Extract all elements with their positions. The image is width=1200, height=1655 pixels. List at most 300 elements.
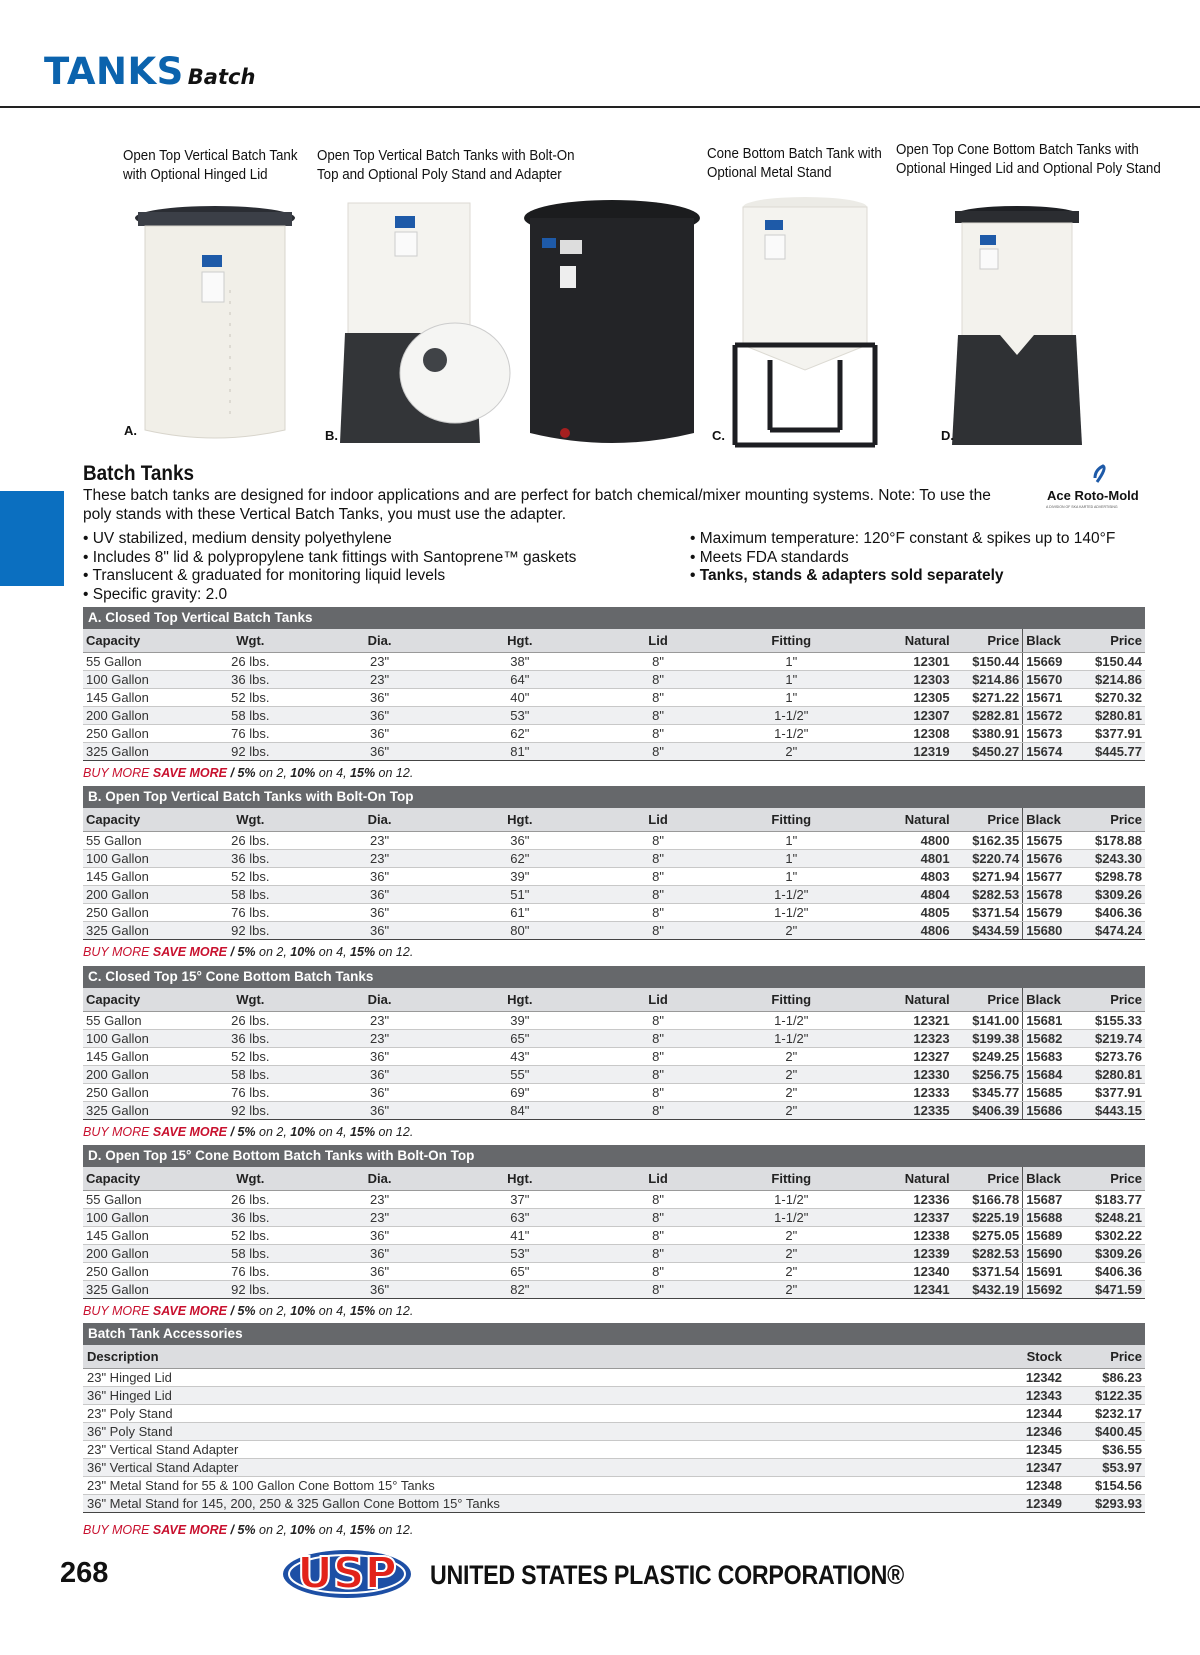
bullet-item: • Includes 8" lid & polypropylene tank fittings with Santoprene™ gaskets bbox=[83, 548, 577, 566]
cell-natural-stock: 12301 bbox=[856, 652, 952, 670]
cell-lid: 8" bbox=[590, 1029, 726, 1047]
cell-fitting: 1-1/2" bbox=[726, 724, 856, 742]
cell-lid: 8" bbox=[590, 1244, 726, 1262]
buy-more-sep: / bbox=[227, 766, 238, 780]
cell-black-price: $178.88 bbox=[1075, 831, 1145, 849]
cell-price: $86.23 bbox=[1065, 1368, 1145, 1386]
cell-diameter: 36" bbox=[309, 1244, 449, 1262]
buy-more-p3: 15% bbox=[350, 766, 376, 780]
cell-black-price: $302.22 bbox=[1075, 1226, 1145, 1244]
table-row bbox=[83, 1244, 1145, 1262]
col-capacity: Capacity bbox=[83, 1167, 191, 1190]
cell-natural-stock: 4803 bbox=[856, 867, 952, 885]
cell-stock: 12342 bbox=[985, 1368, 1065, 1386]
cell-weight: 58 lbs. bbox=[191, 706, 309, 724]
col-lid: Lid bbox=[590, 988, 726, 1011]
cell-description: 23" Hinged Lid bbox=[83, 1368, 985, 1386]
cell-natural-stock: 12303 bbox=[856, 670, 952, 688]
col-lid: Lid bbox=[590, 629, 726, 652]
cell-fitting: 2" bbox=[726, 1244, 856, 1262]
buy-more-t1: on 2, bbox=[255, 1125, 291, 1139]
cell-lid: 8" bbox=[590, 670, 726, 688]
table-row bbox=[83, 921, 1145, 939]
cell-black-price: $443.15 bbox=[1075, 1101, 1145, 1119]
cell-stock: 12344 bbox=[985, 1404, 1065, 1422]
cell-capacity: 100 Gallon bbox=[83, 1029, 191, 1047]
cell-fitting: 1" bbox=[726, 688, 856, 706]
product-image-c-stand bbox=[730, 195, 880, 450]
cell-natural-price: $275.05 bbox=[953, 1226, 1023, 1244]
cell-diameter: 23" bbox=[309, 652, 449, 670]
cell-black-stock: 15688 bbox=[1023, 1208, 1075, 1226]
buy-more-note bbox=[83, 945, 413, 959]
cell-black-stock: 15690 bbox=[1023, 1244, 1075, 1262]
cell-height: 84" bbox=[450, 1101, 590, 1119]
cell-black-price: $377.91 bbox=[1075, 724, 1145, 742]
caption-line: Open Top Cone Bottom Batch Tanks with bbox=[896, 142, 1139, 158]
cell-fitting: 1" bbox=[726, 849, 856, 867]
cell-black-stock: 15677 bbox=[1023, 867, 1075, 885]
cell-height: 63" bbox=[450, 1208, 590, 1226]
cell-natural-price: $371.54 bbox=[953, 1262, 1023, 1280]
cell-black-stock: 15691 bbox=[1023, 1262, 1075, 1280]
cell-black-stock: 15684 bbox=[1023, 1065, 1075, 1083]
cell-natural-stock: 12341 bbox=[856, 1280, 952, 1298]
cell-height: 53" bbox=[450, 1244, 590, 1262]
col-capacity: Capacity bbox=[83, 988, 191, 1011]
cell-stock: 12347 bbox=[985, 1458, 1065, 1476]
col-diameter: Dia. bbox=[309, 988, 449, 1011]
buy-more-lead: BUY MORE bbox=[83, 766, 153, 780]
cell-height: 53" bbox=[450, 706, 590, 724]
product-image-d bbox=[950, 205, 1085, 450]
cell-black-stock: 15675 bbox=[1023, 831, 1075, 849]
cell-lid: 8" bbox=[590, 1208, 726, 1226]
cell-diameter: 23" bbox=[309, 1029, 449, 1047]
buy-more-note bbox=[83, 1125, 413, 1139]
cell-black-price: $248.21 bbox=[1075, 1208, 1145, 1226]
cell-diameter: 36" bbox=[309, 1280, 449, 1298]
bullets-right bbox=[690, 530, 1115, 586]
cell-natural-stock: 12305 bbox=[856, 688, 952, 706]
cell-natural-price: $282.53 bbox=[953, 885, 1023, 903]
buy-more-save: SAVE MORE bbox=[152, 1304, 228, 1318]
cell-capacity: 55 Gallon bbox=[83, 1190, 191, 1208]
cell-lid: 8" bbox=[590, 1226, 726, 1244]
col-lid: Lid bbox=[590, 1167, 726, 1190]
table-header-row bbox=[83, 629, 1145, 652]
cell-natural-stock: 12323 bbox=[856, 1029, 952, 1047]
cell-fitting: 1" bbox=[726, 831, 856, 849]
cell-natural-price: $271.94 bbox=[953, 867, 1023, 885]
cell-height: 61" bbox=[450, 903, 590, 921]
cell-capacity: 55 Gallon bbox=[83, 831, 191, 849]
table-row bbox=[83, 1083, 1145, 1101]
product-table bbox=[83, 1167, 1145, 1299]
cell-capacity: 145 Gallon bbox=[83, 867, 191, 885]
cell-natural-stock: 12338 bbox=[856, 1226, 952, 1244]
cell-lid: 8" bbox=[590, 1083, 726, 1101]
cell-stock: 12349 bbox=[985, 1494, 1065, 1512]
table-row bbox=[83, 1404, 1145, 1422]
cell-weight: 36 lbs. bbox=[191, 1029, 309, 1047]
cell-weight: 76 lbs. bbox=[191, 903, 309, 921]
cell-natural-stock: 4806 bbox=[856, 921, 952, 939]
cell-black-price: $219.74 bbox=[1075, 1029, 1145, 1047]
cell-fitting: 1" bbox=[726, 652, 856, 670]
page-number: 268 bbox=[60, 1557, 109, 1589]
col-natural-stock: Natural bbox=[856, 988, 952, 1011]
cell-price: $293.93 bbox=[1065, 1494, 1145, 1512]
table-row bbox=[83, 1065, 1145, 1083]
cell-lid: 8" bbox=[590, 1011, 726, 1029]
section-title: B. Open Top Vertical Batch Tanks with Bolt-On Top bbox=[83, 786, 1145, 808]
cell-natural-price: $406.39 bbox=[953, 1101, 1023, 1119]
cell-diameter: 36" bbox=[309, 903, 449, 921]
cell-lid: 8" bbox=[590, 903, 726, 921]
col-black-stock: Black bbox=[1023, 988, 1075, 1011]
cell-weight: 92 lbs. bbox=[191, 1280, 309, 1298]
col-natural-price: Price bbox=[953, 808, 1023, 831]
cell-height: 38" bbox=[450, 652, 590, 670]
cell-natural-stock: 12340 bbox=[856, 1262, 952, 1280]
cell-weight: 26 lbs. bbox=[191, 1011, 309, 1029]
cell-fitting: 2" bbox=[726, 1101, 856, 1119]
table-row bbox=[83, 652, 1145, 670]
cell-natural-price: $220.74 bbox=[953, 849, 1023, 867]
section-title: A. Closed Top Vertical Batch Tanks bbox=[83, 607, 1145, 629]
table-header-row bbox=[83, 988, 1145, 1011]
cell-black-stock: 15680 bbox=[1023, 921, 1075, 939]
cell-diameter: 36" bbox=[309, 1262, 449, 1280]
cell-description: 36" Metal Stand for 145, 200, 250 & 325 Gallon Cone Bottom 15° Tanks bbox=[83, 1494, 985, 1512]
table-row bbox=[83, 742, 1145, 760]
cell-black-price: $298.78 bbox=[1075, 867, 1145, 885]
cell-natural-price: $271.22 bbox=[953, 688, 1023, 706]
bullet-item: • Specific gravity: 2.0 bbox=[83, 585, 228, 603]
cell-price: $400.45 bbox=[1065, 1422, 1145, 1440]
cell-diameter: 36" bbox=[309, 742, 449, 760]
product-image-a bbox=[130, 200, 300, 450]
cell-weight: 58 lbs. bbox=[191, 1065, 309, 1083]
product-table bbox=[83, 988, 1145, 1120]
cell-stock: 12346 bbox=[985, 1422, 1065, 1440]
col-natural-price: Price bbox=[953, 629, 1023, 652]
cell-natural-price: $199.38 bbox=[953, 1029, 1023, 1047]
cell-black-stock: 15671 bbox=[1023, 688, 1075, 706]
buy-more-p3: 15% bbox=[350, 1125, 376, 1139]
col-black-price: Price bbox=[1075, 629, 1145, 652]
cell-natural-stock: 4800 bbox=[856, 831, 952, 849]
cell-diameter: 36" bbox=[309, 724, 449, 742]
cell-lid: 8" bbox=[590, 724, 726, 742]
cell-description: 36" Poly Stand bbox=[83, 1422, 985, 1440]
cell-natural-stock: 12308 bbox=[856, 724, 952, 742]
cell-black-stock: 15673 bbox=[1023, 724, 1075, 742]
accessories-section bbox=[83, 1323, 1145, 1513]
cell-fitting: 2" bbox=[726, 1083, 856, 1101]
cell-natural-price: $434.59 bbox=[953, 921, 1023, 939]
cell-natural-price: $225.19 bbox=[953, 1208, 1023, 1226]
cell-fitting: 2" bbox=[726, 1047, 856, 1065]
cell-diameter: 36" bbox=[309, 688, 449, 706]
section-title: C. Closed Top 15° Cone Bottom Batch Tanks bbox=[83, 966, 1145, 988]
section-title: D. Open Top 15° Cone Bottom Batch Tanks with Bolt-On Top bbox=[83, 1145, 1145, 1167]
cell-weight: 52 lbs. bbox=[191, 688, 309, 706]
usp-logo bbox=[280, 1538, 415, 1604]
col-diameter: Dia. bbox=[309, 808, 449, 831]
buy-more-save: SAVE MORE bbox=[152, 1125, 228, 1139]
bullet-item: • Meets FDA standards bbox=[690, 548, 849, 566]
cell-capacity: 55 Gallon bbox=[83, 652, 191, 670]
buy-more-save: SAVE MORE bbox=[152, 766, 228, 780]
cell-black-price: $309.26 bbox=[1075, 1244, 1145, 1262]
buy-more-t3: on 12. bbox=[375, 1125, 414, 1139]
cell-black-price: $406.36 bbox=[1075, 903, 1145, 921]
cell-black-price: $406.36 bbox=[1075, 1262, 1145, 1280]
col-natural-stock: Natural bbox=[856, 629, 952, 652]
col-natural-price: Price bbox=[953, 1167, 1023, 1190]
table-header-row bbox=[83, 808, 1145, 831]
cell-capacity: 145 Gallon bbox=[83, 1226, 191, 1244]
buy-more-p1: 5% bbox=[237, 945, 256, 959]
cell-black-price: $377.91 bbox=[1075, 1083, 1145, 1101]
caption-b bbox=[317, 147, 575, 185]
product-table bbox=[83, 629, 1145, 761]
cell-natural-price: $450.27 bbox=[953, 742, 1023, 760]
col-weight: Wgt. bbox=[191, 988, 309, 1011]
cell-black-stock: 15687 bbox=[1023, 1190, 1075, 1208]
cell-black-price: $280.81 bbox=[1075, 706, 1145, 724]
cell-black-stock: 15676 bbox=[1023, 849, 1075, 867]
cell-black-price: $243.30 bbox=[1075, 849, 1145, 867]
cell-diameter: 36" bbox=[309, 1083, 449, 1101]
caption-line: Open Top Vertical Batch Tank bbox=[123, 148, 298, 164]
cell-height: 37" bbox=[450, 1190, 590, 1208]
col-natural-stock: Natural bbox=[856, 1167, 952, 1190]
cell-weight: 76 lbs. bbox=[191, 724, 309, 742]
side-tab bbox=[0, 491, 64, 586]
cell-capacity: 55 Gallon bbox=[83, 1011, 191, 1029]
cell-height: 65" bbox=[450, 1029, 590, 1047]
cell-weight: 36 lbs. bbox=[191, 1208, 309, 1226]
buy-more-p1: 5% bbox=[237, 1304, 256, 1318]
cell-diameter: 36" bbox=[309, 1065, 449, 1083]
cell-lid: 8" bbox=[590, 652, 726, 670]
cell-weight: 36 lbs. bbox=[191, 849, 309, 867]
cell-weight: 26 lbs. bbox=[191, 1190, 309, 1208]
buy-more-t1: on 2, bbox=[255, 1523, 291, 1537]
table-row bbox=[83, 885, 1145, 903]
cell-capacity: 145 Gallon bbox=[83, 688, 191, 706]
table-row bbox=[83, 688, 1145, 706]
col-black-price: Price bbox=[1075, 808, 1145, 831]
buy-more-save: SAVE MORE bbox=[152, 945, 228, 959]
buy-more-note bbox=[83, 1523, 413, 1537]
cell-capacity: 200 Gallon bbox=[83, 1065, 191, 1083]
product-section bbox=[83, 607, 1145, 761]
table-row bbox=[83, 706, 1145, 724]
cell-capacity: 250 Gallon bbox=[83, 724, 191, 742]
cell-height: 81" bbox=[450, 742, 590, 760]
cell-lid: 8" bbox=[590, 706, 726, 724]
cell-natural-stock: 4805 bbox=[856, 903, 952, 921]
cell-lid: 8" bbox=[590, 1262, 726, 1280]
cell-fitting: 1-1/2" bbox=[726, 706, 856, 724]
table-row bbox=[83, 831, 1145, 849]
buy-more-t1: on 2, bbox=[255, 945, 291, 959]
cell-height: 69" bbox=[450, 1083, 590, 1101]
cell-weight: 26 lbs. bbox=[191, 831, 309, 849]
cell-fitting: 1-1/2" bbox=[726, 1029, 856, 1047]
cell-description: 23" Vertical Stand Adapter bbox=[83, 1440, 985, 1458]
col-weight: Wgt. bbox=[191, 1167, 309, 1190]
cell-height: 82" bbox=[450, 1280, 590, 1298]
cell-diameter: 36" bbox=[309, 1047, 449, 1065]
cell-black-price: $150.44 bbox=[1075, 652, 1145, 670]
cell-diameter: 23" bbox=[309, 1011, 449, 1029]
table-row bbox=[83, 1226, 1145, 1244]
cell-diameter: 36" bbox=[309, 885, 449, 903]
product-letter-c: C. bbox=[712, 428, 725, 443]
table-row bbox=[83, 1029, 1145, 1047]
table-row bbox=[83, 1368, 1145, 1386]
buy-more-p2: 10% bbox=[290, 945, 316, 959]
col-capacity: Capacity bbox=[83, 808, 191, 831]
table-header-row bbox=[83, 1167, 1145, 1190]
table-row bbox=[83, 1047, 1145, 1065]
cell-fitting: 2" bbox=[726, 1262, 856, 1280]
cell-black-stock: 15672 bbox=[1023, 706, 1075, 724]
table-row bbox=[83, 867, 1145, 885]
cell-black-price: $270.32 bbox=[1075, 688, 1145, 706]
col-black-stock: Black bbox=[1023, 1167, 1075, 1190]
col-natural-stock: Natural bbox=[856, 808, 952, 831]
cell-natural-price: $141.00 bbox=[953, 1011, 1023, 1029]
cell-description: 23" Metal Stand for 55 & 100 Gallon Cone Bottom 15° Tanks bbox=[83, 1476, 985, 1494]
cell-diameter: 23" bbox=[309, 849, 449, 867]
col-height: Hgt. bbox=[450, 629, 590, 652]
cell-price: $53.97 bbox=[1065, 1458, 1145, 1476]
cell-fitting: 1-1/2" bbox=[726, 903, 856, 921]
product-image-c bbox=[520, 198, 705, 453]
cell-fitting: 2" bbox=[726, 921, 856, 939]
col-height: Hgt. bbox=[450, 1167, 590, 1190]
cell-black-stock: 15679 bbox=[1023, 903, 1075, 921]
cell-price: $154.56 bbox=[1065, 1476, 1145, 1494]
caption-line: Open Top Vertical Batch Tanks with Bolt-On bbox=[317, 148, 575, 164]
buy-more-p1: 5% bbox=[237, 1125, 256, 1139]
cell-lid: 8" bbox=[590, 1190, 726, 1208]
cell-black-price: $474.24 bbox=[1075, 921, 1145, 939]
table-row bbox=[83, 1440, 1145, 1458]
buy-more-t1: on 2, bbox=[255, 766, 291, 780]
buy-more-lead: BUY MORE bbox=[83, 1125, 153, 1139]
cell-diameter: 23" bbox=[309, 1208, 449, 1226]
bullets-left bbox=[83, 530, 576, 604]
cell-natural-price: $256.75 bbox=[953, 1065, 1023, 1083]
buy-more-note bbox=[83, 766, 413, 780]
col-weight: Wgt. bbox=[191, 808, 309, 831]
bullet-item: • Maximum temperature: 120°F constant & spikes up to 140°F bbox=[690, 530, 1116, 547]
cell-fitting: 1" bbox=[726, 867, 856, 885]
buy-more-p2: 10% bbox=[290, 766, 316, 780]
cell-weight: 52 lbs. bbox=[191, 867, 309, 885]
col-black-stock: Black bbox=[1023, 808, 1075, 831]
cell-black-price: $280.81 bbox=[1075, 1065, 1145, 1083]
buy-more-t3: on 12. bbox=[375, 945, 414, 959]
header-subtitle: Batch bbox=[187, 65, 256, 89]
cell-capacity: 145 Gallon bbox=[83, 1047, 191, 1065]
cell-capacity: 100 Gallon bbox=[83, 1208, 191, 1226]
table-row bbox=[83, 903, 1145, 921]
cell-height: 43" bbox=[450, 1047, 590, 1065]
cell-lid: 8" bbox=[590, 867, 726, 885]
cell-lid: 8" bbox=[590, 885, 726, 903]
table-row bbox=[83, 1386, 1145, 1404]
buy-more-p1: 5% bbox=[237, 1523, 256, 1537]
ace-logo-tagline: A DIVISION OF SKA KARTED ADVERTISING bbox=[1046, 505, 1118, 509]
cell-black-price: $309.26 bbox=[1075, 885, 1145, 903]
cell-natural-price: $380.91 bbox=[953, 724, 1023, 742]
col-black-price: Price bbox=[1075, 988, 1145, 1011]
cell-stock: 12348 bbox=[985, 1476, 1065, 1494]
buy-more-p2: 10% bbox=[290, 1304, 316, 1318]
cell-price: $232.17 bbox=[1065, 1404, 1145, 1422]
caption-line: Cone Bottom Batch Tank with bbox=[707, 146, 882, 162]
cell-description: 36" Hinged Lid bbox=[83, 1386, 985, 1404]
cell-black-stock: 15686 bbox=[1023, 1101, 1075, 1119]
caption-d bbox=[896, 141, 1161, 179]
intro-text: These batch tanks are designed for indoor applications and are perfect for batch chemical/mixer mounting systems. Note: To use the poly stands with these Vertical Batch Tanks, you must use the adapter. bbox=[83, 487, 991, 523]
buy-more-sep: / bbox=[227, 1304, 238, 1318]
cell-fitting: 1-1/2" bbox=[726, 1208, 856, 1226]
cell-lid: 8" bbox=[590, 849, 726, 867]
cell-height: 62" bbox=[450, 724, 590, 742]
buy-more-sep: / bbox=[227, 1523, 238, 1537]
buy-more-sep: / bbox=[227, 1125, 238, 1139]
cell-black-stock: 15669 bbox=[1023, 652, 1075, 670]
cell-diameter: 36" bbox=[309, 921, 449, 939]
cell-weight: 52 lbs. bbox=[191, 1047, 309, 1065]
cell-weight: 52 lbs. bbox=[191, 1226, 309, 1244]
cell-capacity: 200 Gallon bbox=[83, 706, 191, 724]
cell-black-stock: 15683 bbox=[1023, 1047, 1075, 1065]
cell-black-stock: 15685 bbox=[1023, 1083, 1075, 1101]
cell-fitting: 2" bbox=[726, 742, 856, 760]
cell-black-stock: 15681 bbox=[1023, 1011, 1075, 1029]
caption-a bbox=[123, 147, 298, 185]
cell-price: $36.55 bbox=[1065, 1440, 1145, 1458]
product-table bbox=[83, 808, 1145, 940]
col-height: Hgt. bbox=[450, 988, 590, 1011]
accessories-header-row bbox=[83, 1345, 1145, 1368]
cell-black-stock: 15670 bbox=[1023, 670, 1075, 688]
cell-weight: 58 lbs. bbox=[191, 885, 309, 903]
ace-roto-mold-logo bbox=[1045, 464, 1155, 510]
buy-more-p1: 5% bbox=[237, 766, 256, 780]
cell-black-price: $155.33 bbox=[1075, 1011, 1145, 1029]
cell-height: 64" bbox=[450, 670, 590, 688]
cell-height: 39" bbox=[450, 867, 590, 885]
table-row bbox=[83, 724, 1145, 742]
table-row bbox=[83, 1458, 1145, 1476]
buy-more-t1: on 2, bbox=[255, 1304, 291, 1318]
cell-capacity: 325 Gallon bbox=[83, 742, 191, 760]
product-letter-d: D. bbox=[941, 428, 954, 443]
product-section bbox=[83, 786, 1145, 940]
table-row bbox=[83, 1494, 1145, 1512]
